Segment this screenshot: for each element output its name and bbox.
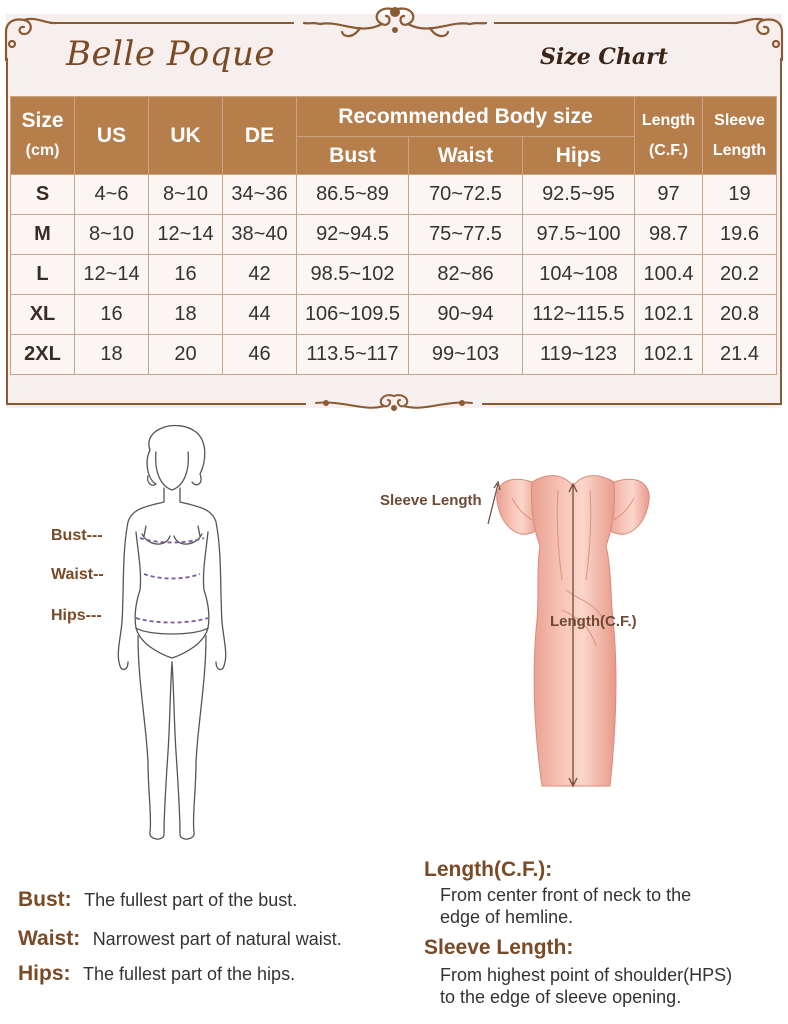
de-cell: 34~36 <box>223 175 297 215</box>
uk-cell: 18 <box>149 295 223 335</box>
bust-cell: 98.5~102 <box>297 255 409 295</box>
header-bust: Bust <box>297 137 409 175</box>
waist-cell: 82~86 <box>409 255 523 295</box>
header-waist: Waist <box>409 137 523 175</box>
hips-cell: 97.5~100 <box>523 215 635 255</box>
waist-definition <box>18 927 342 951</box>
bust-term: Bust: <box>18 888 72 911</box>
length-cell: 97 <box>635 175 703 215</box>
table-row <box>11 335 777 375</box>
size-cell: L <box>11 255 75 295</box>
waist-cell: 99~103 <box>409 335 523 375</box>
us-cell: 12~14 <box>75 255 149 295</box>
de-cell: 46 <box>223 335 297 375</box>
sleeve-length-term: Sleeve Length: <box>424 936 574 959</box>
waist-desc: Narrowest part of natural waist. <box>92 929 342 949</box>
sleeve-cell: 20.8 <box>703 295 777 335</box>
header-length: Length (C.F.) <box>635 97 703 175</box>
uk-cell: 12~14 <box>149 215 223 255</box>
table-row <box>11 175 777 215</box>
header-de: DE <box>223 97 297 175</box>
uk-cell: 16 <box>149 255 223 295</box>
de-cell: 42 <box>223 255 297 295</box>
bust-cell: 92~94.5 <box>297 215 409 255</box>
hips-definition <box>18 962 295 986</box>
table-row <box>11 215 777 255</box>
bust-cell: 106~109.5 <box>297 295 409 335</box>
sleeve-cell: 20.2 <box>703 255 777 295</box>
size-cell: XL <box>11 295 75 335</box>
hips-label: Hips--- <box>51 607 102 624</box>
waist-cell: 70~72.5 <box>409 175 523 215</box>
header-size: Size (cm) <box>11 97 75 175</box>
length-cf-label: Length(C.F.) <box>550 613 637 630</box>
length-cell: 102.1 <box>635 295 703 335</box>
size-cell: S <box>11 175 75 215</box>
uk-cell: 8~10 <box>149 175 223 215</box>
hips-cell: 92.5~95 <box>523 175 635 215</box>
size-cell: M <box>11 215 75 255</box>
frame-top-left-line <box>50 22 294 24</box>
size-table <box>10 96 777 375</box>
bust-cell: 86.5~89 <box>297 175 409 215</box>
size-cell: 2XL <box>11 335 75 375</box>
sleeve-length-label: Sleeve Length <box>380 492 482 509</box>
sleeve-length-desc-line1: From highest point of shoulder(HPS) <box>440 965 733 985</box>
frame-bottom-left-line <box>6 403 306 405</box>
length-cell: 100.4 <box>635 255 703 295</box>
header-sleeve: Sleeve Length <box>703 97 777 175</box>
frame-bottom-right-line <box>482 403 782 405</box>
header-uk: UK <box>149 97 223 175</box>
hips-cell: 119~123 <box>523 335 635 375</box>
sleeve-length-desc-line2: to the edge of sleeve opening. <box>440 987 682 1007</box>
header-us: US <box>75 97 149 175</box>
length-cell: 98.7 <box>635 215 703 255</box>
us-cell: 18 <box>75 335 149 375</box>
hips-cell: 104~108 <box>523 255 635 295</box>
length-cf-desc-line2: edge of hemline. <box>440 907 574 927</box>
uk-cell: 20 <box>149 335 223 375</box>
bust-desc: The fullest part of the bust. <box>84 890 298 910</box>
hips-cell: 112~115.5 <box>523 295 635 335</box>
header-hips: Hips <box>523 137 635 175</box>
sleeve-cell: 21.4 <box>703 335 777 375</box>
us-cell: 8~10 <box>75 215 149 255</box>
brand-logo: Belle Poque <box>66 34 276 74</box>
bottom-ornament-icon <box>304 388 484 418</box>
table-row <box>11 295 777 335</box>
frame-top-right-line <box>494 22 738 24</box>
waist-term: Waist: <box>18 927 81 950</box>
waist-label: Waist-- <box>51 566 104 583</box>
bust-cell: 113.5~117 <box>297 335 409 375</box>
top-ornament-icon <box>300 2 490 46</box>
header-recommended: Recommended Body size <box>297 97 635 137</box>
us-cell: 16 <box>75 295 149 335</box>
corner-ornament-icon <box>730 14 786 62</box>
bust-label: Bust--- <box>51 527 103 544</box>
sleeve-cell: 19.6 <box>703 215 777 255</box>
body-figure-illustration <box>108 422 238 850</box>
hips-term: Hips: <box>18 962 71 985</box>
length-cf-desc-line1: From center front of neck to the <box>440 885 692 905</box>
waist-cell: 75~77.5 <box>409 215 523 255</box>
hips-desc: The fullest part of the hips. <box>82 964 296 984</box>
chart-title: Size Chart <box>540 44 668 70</box>
bust-definition <box>18 888 297 912</box>
table-row <box>11 255 777 295</box>
frame-right-line <box>780 58 782 404</box>
us-cell: 4~6 <box>75 175 149 215</box>
de-cell: 44 <box>223 295 297 335</box>
frame-left-line <box>6 58 8 404</box>
de-cell: 38~40 <box>223 215 297 255</box>
sleeve-cell: 19 <box>703 175 777 215</box>
length-cell: 102.1 <box>635 335 703 375</box>
waist-cell: 90~94 <box>409 295 523 335</box>
length-cf-term: Length(C.F.): <box>424 858 553 881</box>
corner-ornament-icon <box>2 14 58 62</box>
